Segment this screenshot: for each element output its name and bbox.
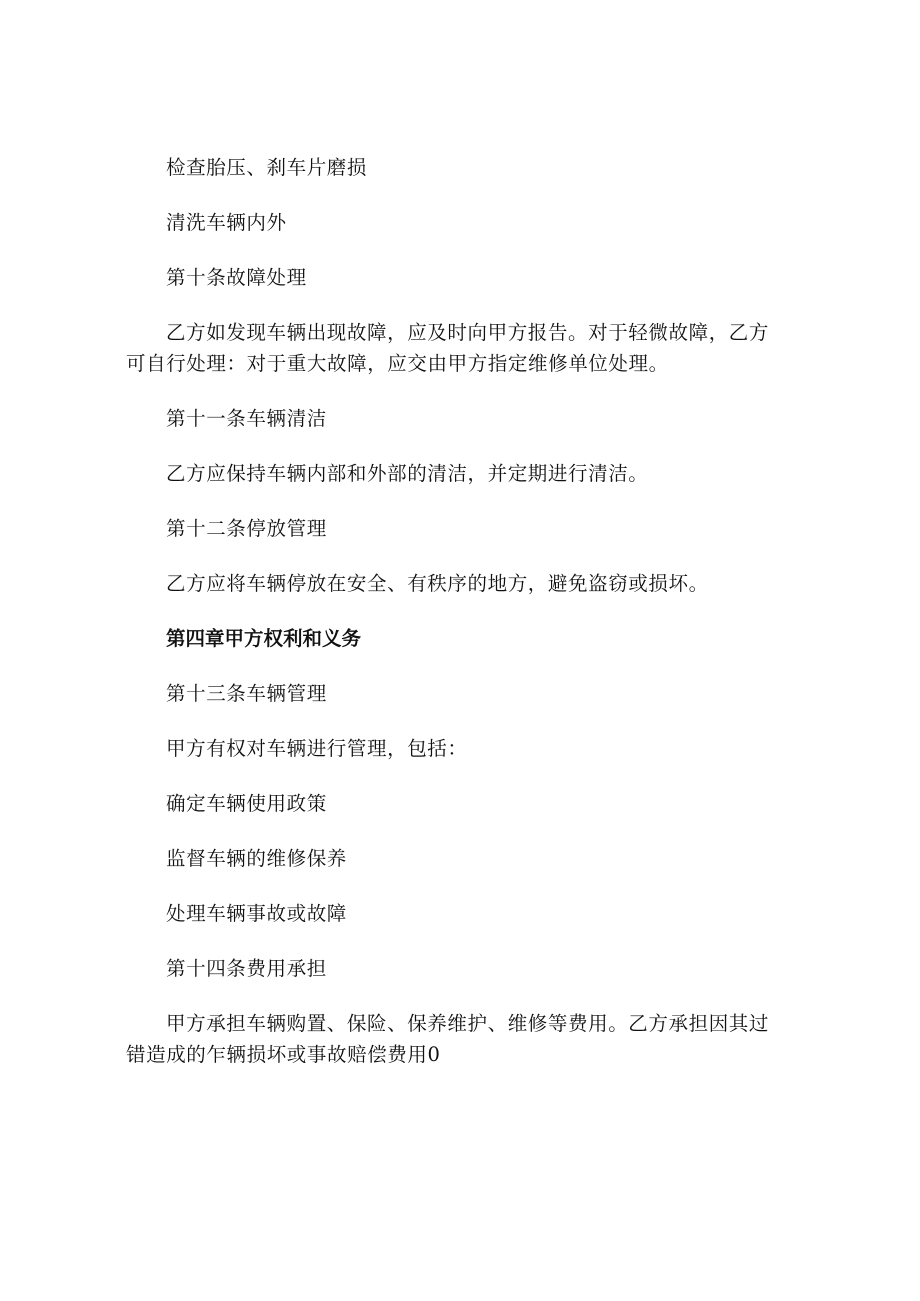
article-11-title: 第十一条车辆清洁 — [166, 407, 327, 430]
document-body — [126, 152, 770, 1094]
article-11-body: 乙方应保持车辆内部和外部的清洁，并定期进行清洁。 — [166, 462, 649, 485]
article-13-title: 第十三条车辆管理 — [166, 682, 327, 705]
list-item-clean-vehicle: 清洗车辆内外 — [166, 211, 287, 234]
chapter-4-heading: 第四章甲方权利和义务 — [166, 627, 362, 650]
list-item-usage-policy: 确定车辆使用政策 — [166, 792, 327, 815]
article-10-title: 第十条故障处理 — [166, 266, 307, 289]
list-item-check-tires: 检查胎压、刹车片磨损 — [166, 156, 368, 179]
article-13-body: 甲方有权对车辆进行管理，包括： — [166, 737, 468, 760]
article-10-body: 乙方如发现车辆出现故障，应及时向甲方报告。对于轻微故障，乙方可自行处理：对于重大故障，应交由甲方指定维修单位处理。 — [126, 321, 770, 375]
list-item-supervise-maintenance: 监督车辆的维修保养 — [166, 847, 347, 870]
list-item-handle-accidents: 处理车辆事故或故障 — [166, 902, 347, 925]
article-14-title: 第十四条费用承担 — [166, 957, 327, 980]
article-12-body: 乙方应将车辆停放在安全、有秩序的地方，避免盗窃或损坏。 — [166, 572, 709, 595]
article-12-title: 第十二条停放管理 — [166, 517, 327, 540]
article-14-body: 甲方承担车辆购置、保险、保养维护、维修等费用。乙方承担因其过错造成的乍辆损坏或事故赔偿费用0 — [126, 1012, 770, 1066]
